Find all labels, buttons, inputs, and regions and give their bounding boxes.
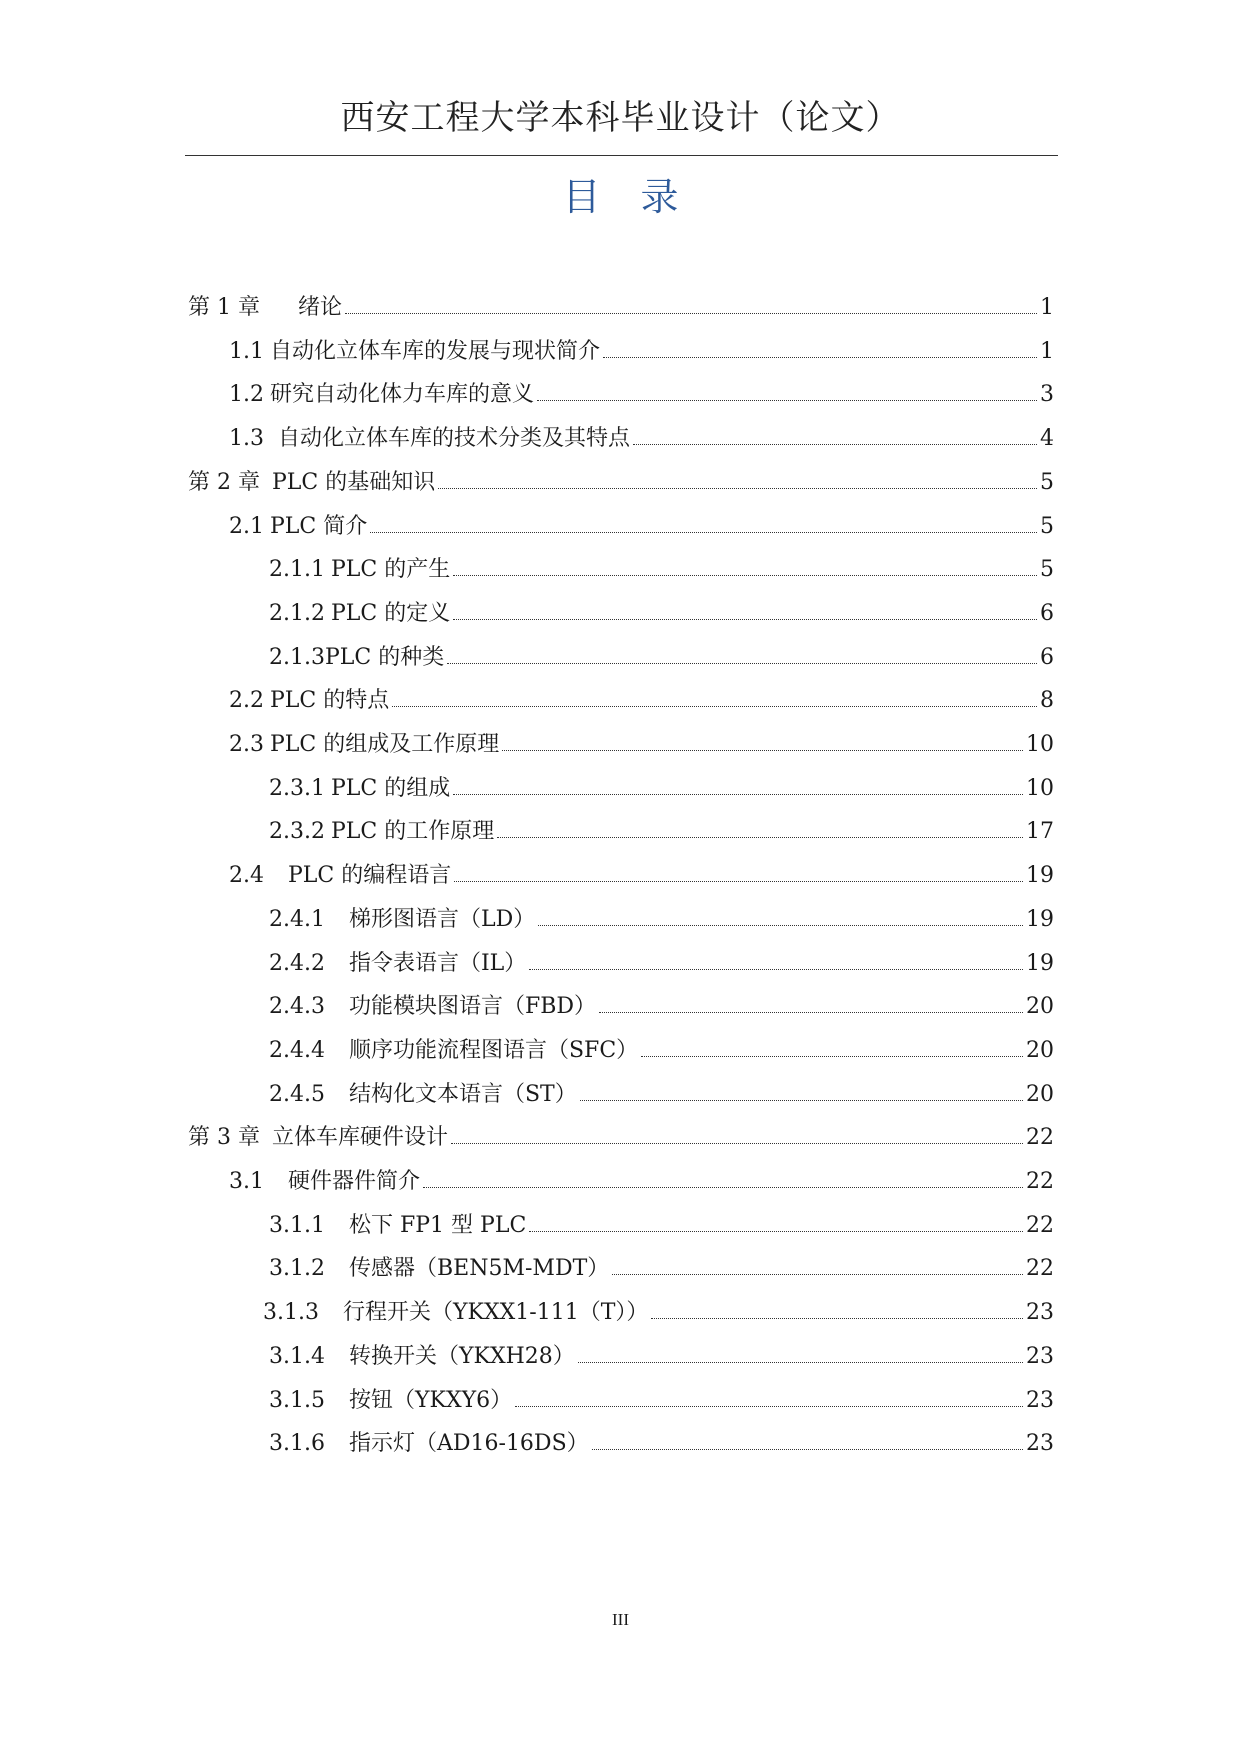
toc-entry[interactable] xyxy=(269,1035,1054,1067)
toc-entry-title: 自动化立体车库的技术分类及其特点 xyxy=(278,426,631,451)
toc-entry-page-number: 5 xyxy=(1040,557,1054,582)
toc-entry-title: PLC 的基础知识 xyxy=(271,470,436,495)
toc-entry-page-number: 19 xyxy=(1026,907,1054,932)
toc-entry-title: 行程开关（YKXX1-111（T）） xyxy=(342,1300,649,1325)
toc-entry-page-number: 5 xyxy=(1040,470,1054,495)
toc-entry-title: PLC 的组成 xyxy=(330,776,451,801)
toc-entry-title: 转换开关（YKXH28） xyxy=(348,1344,575,1369)
toc-entry-page-number: 19 xyxy=(1026,951,1054,976)
toc-dot-leader xyxy=(453,575,1037,576)
toc-dot-leader xyxy=(453,794,1023,795)
toc-entry-page-number: 1 xyxy=(1040,339,1054,364)
document-header-title: 西安工程大学本科毕业设计（论文） xyxy=(340,98,901,138)
toc-entry-title: 硬件器件简介 xyxy=(288,1169,421,1194)
toc-entry[interactable] xyxy=(229,511,1054,543)
toc-entry-title: PLC 的特点 xyxy=(270,688,390,713)
toc-entry-page-number: 17 xyxy=(1026,819,1054,844)
page-number: III xyxy=(612,1610,629,1629)
toc-entry-page-number: 23 xyxy=(1026,1300,1054,1325)
toc-dot-leader xyxy=(641,1056,1023,1057)
toc-heading-second-char: 录 xyxy=(640,175,679,219)
toc-entry-title: 自动化立体车库的发展与现状简介 xyxy=(270,339,601,364)
toc-entry-page-number: 23 xyxy=(1026,1431,1054,1456)
toc-entry-number: 2.4.1 xyxy=(269,907,325,932)
toc-entry[interactable] xyxy=(269,1428,1054,1460)
toc-dot-leader xyxy=(423,1187,1023,1188)
toc-entry-number: 第 2 章 xyxy=(188,470,260,495)
toc-entry-title: 指示灯（AD16-16DS） xyxy=(348,1431,589,1456)
toc-entry-number: 3.1.6 xyxy=(269,1431,325,1456)
toc-entry-number: 2.1.3 xyxy=(269,645,325,670)
toc-dot-leader xyxy=(392,706,1037,707)
toc-entry-title: PLC 的定义 xyxy=(330,601,451,626)
toc-dot-leader xyxy=(451,1143,1023,1144)
toc-entry-page-number: 8 xyxy=(1040,688,1054,713)
toc-entry-number: 2.3 xyxy=(229,732,264,757)
toc-entry[interactable] xyxy=(269,816,1054,848)
toc-entry[interactable] xyxy=(269,642,1054,674)
toc-entry-page-number: 6 xyxy=(1040,601,1054,626)
toc-entry-title: PLC 的工作原理 xyxy=(330,819,495,844)
toc-entry-page-number: 20 xyxy=(1026,994,1054,1019)
toc-entry-number: 2.4.2 xyxy=(269,951,325,976)
toc-entry-number: 2.4.4 xyxy=(269,1038,325,1063)
toc-entry[interactable] xyxy=(229,1166,1054,1198)
toc-entry[interactable] xyxy=(269,991,1054,1023)
toc-entry-number: 2.4.3 xyxy=(269,994,325,1019)
toc-entry-number: 3.1.3 xyxy=(263,1300,319,1325)
toc-dot-leader xyxy=(515,1406,1023,1407)
toc-entry-page-number: 22 xyxy=(1026,1256,1054,1281)
toc-dot-leader xyxy=(438,488,1037,489)
toc-entry[interactable] xyxy=(229,379,1054,411)
toc-entry-page-number: 10 xyxy=(1026,776,1054,801)
toc-entry-number: 2.4 xyxy=(229,863,264,888)
toc-entry-title: 指令表语言（IL） xyxy=(348,951,527,976)
toc-dot-leader xyxy=(580,1100,1023,1101)
toc-entry-number: 3.1 xyxy=(229,1169,264,1194)
toc-entry-number: 第 1 章 xyxy=(188,295,260,320)
toc-entry-page-number: 5 xyxy=(1040,514,1054,539)
toc-entry[interactable] xyxy=(269,1253,1054,1285)
toc-entry-page-number: 3 xyxy=(1040,382,1054,407)
toc-entry-page-number: 4 xyxy=(1040,426,1054,451)
toc-dot-leader xyxy=(603,357,1037,358)
toc-entry-title: 结构化文本语言（ST） xyxy=(348,1082,577,1107)
toc-entry[interactable] xyxy=(188,1122,1054,1154)
toc-entry-number: 第 3 章 xyxy=(188,1125,260,1150)
toc-heading-first-char: 目 xyxy=(562,175,601,219)
toc-dot-leader xyxy=(502,750,1023,751)
toc-entry[interactable] xyxy=(269,948,1054,980)
toc-entry-number: 2.1.2 xyxy=(269,601,325,626)
toc-entry-number: 3.1.2 xyxy=(269,1256,325,1281)
toc-entry[interactable] xyxy=(188,467,1054,499)
toc-entry-page-number: 22 xyxy=(1026,1213,1054,1238)
toc-entry[interactable] xyxy=(269,1079,1054,1111)
toc-entry[interactable] xyxy=(229,423,1054,455)
toc-entry-page-number: 10 xyxy=(1026,732,1054,757)
toc-entry-title: PLC 简介 xyxy=(270,514,368,539)
toc-dot-leader xyxy=(578,1362,1023,1363)
toc-dot-leader xyxy=(345,313,1037,314)
toc-dot-leader xyxy=(497,837,1023,838)
toc-entry-number: 2.3.1 xyxy=(269,776,325,801)
toc-entry[interactable] xyxy=(269,554,1054,586)
toc-entry-title: PLC 的种类 xyxy=(324,645,445,670)
toc-entry-number: 3.1.4 xyxy=(269,1344,325,1369)
toc-dot-leader xyxy=(538,925,1023,926)
toc-entry[interactable] xyxy=(269,598,1054,630)
toc-entry-page-number: 1 xyxy=(1040,295,1054,320)
toc-entry-number: 2.2 xyxy=(229,688,264,713)
toc-entry[interactable] xyxy=(188,292,1054,324)
toc-entry-page-number: 19 xyxy=(1026,863,1054,888)
toc-heading xyxy=(0,166,1241,221)
toc-entry-title: 梯形图语言（LD） xyxy=(348,907,536,932)
toc-entry[interactable] xyxy=(269,904,1054,936)
toc-dot-leader xyxy=(537,400,1037,401)
header-divider xyxy=(185,155,1058,156)
toc-entry-title: 松下 FP1 型 PLC xyxy=(348,1213,527,1238)
toc-entry-title: 立体车库硬件设计 xyxy=(271,1125,448,1150)
toc-entry-page-number: 6 xyxy=(1040,645,1054,670)
toc-entry-title: PLC 的编程语言 xyxy=(288,863,452,888)
toc-entry-title: 研究自动化体力车库的意义 xyxy=(270,382,535,407)
toc-entry[interactable] xyxy=(229,336,1054,368)
toc-dot-leader xyxy=(454,881,1023,882)
toc-entry-number: 2.4.5 xyxy=(269,1082,325,1107)
toc-dot-leader xyxy=(612,1274,1023,1275)
toc-entry-number: 1.3 xyxy=(229,426,264,451)
toc-entry-number: 1.1 xyxy=(229,339,264,364)
toc-entry[interactable] xyxy=(269,773,1054,805)
toc-dot-leader xyxy=(370,532,1037,533)
toc-entry-page-number: 20 xyxy=(1026,1082,1054,1107)
toc-entry-title: PLC 的组成及工作原理 xyxy=(270,732,500,757)
toc-entry-page-number: 22 xyxy=(1026,1125,1054,1150)
toc-entry-title: 按钮（YKXY6） xyxy=(348,1388,513,1413)
toc-dot-leader xyxy=(599,1012,1023,1013)
toc-dot-leader xyxy=(651,1318,1023,1319)
toc-dot-leader xyxy=(633,444,1037,445)
toc-entry-title: 顺序功能流程图语言（SFC） xyxy=(348,1038,639,1063)
toc-entry[interactable] xyxy=(269,1210,1054,1242)
toc-entry-title: PLC 的产生 xyxy=(330,557,451,582)
toc-entry[interactable] xyxy=(229,860,1054,892)
toc-entry-number: 1.2 xyxy=(229,382,264,407)
toc-entry-number: 3.1.1 xyxy=(269,1213,325,1238)
toc-entry-page-number: 23 xyxy=(1026,1388,1054,1413)
toc-dot-leader xyxy=(529,969,1023,970)
toc-entry-title: 绪论 xyxy=(297,295,342,320)
toc-entry-number: 2.1.1 xyxy=(269,557,325,582)
toc-entry[interactable] xyxy=(269,1385,1054,1417)
toc-entry-title: 传感器（BEN5M-MDT） xyxy=(348,1256,610,1281)
toc-entry-number: 2.1 xyxy=(229,514,264,539)
toc-entry-page-number: 23 xyxy=(1026,1344,1054,1369)
toc-dot-leader xyxy=(529,1231,1023,1232)
toc-dot-leader xyxy=(592,1449,1023,1450)
toc-dot-leader xyxy=(447,663,1037,664)
toc-entry[interactable] xyxy=(229,729,1054,761)
toc-entry-title: 功能模块图语言（FBD） xyxy=(348,994,597,1019)
toc-entry-page-number: 20 xyxy=(1026,1038,1054,1063)
toc-entry[interactable] xyxy=(229,685,1054,717)
toc-entry-number: 2.3.2 xyxy=(269,819,325,844)
toc-entry-number: 3.1.5 xyxy=(269,1388,325,1413)
toc-entry-page-number: 22 xyxy=(1026,1169,1054,1194)
toc-entry[interactable] xyxy=(269,1341,1054,1373)
toc-entry[interactable] xyxy=(263,1297,1054,1329)
toc-dot-leader xyxy=(453,619,1037,620)
